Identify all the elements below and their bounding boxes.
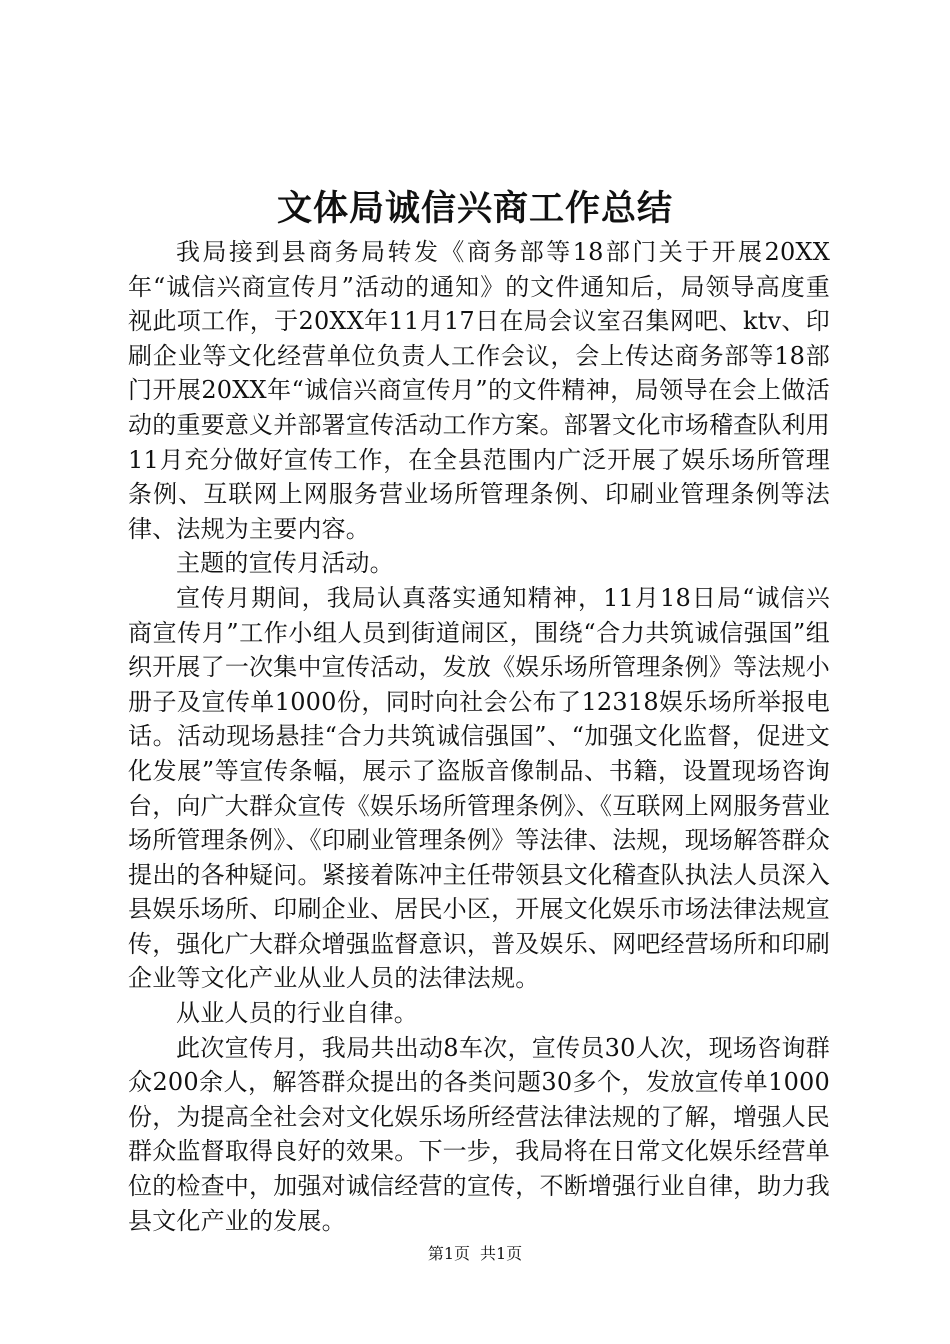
- paragraph: 我局接到县商务局转发《商务部等18部门关于开展20XX年“诚信兴商宣传月”活动的通知》的文件通知后，局领导高度重视此项工作，于20XX年11月17日在局会议室召集网吧、ktv、印刷企业等文化经营单位负责人工作会议，会上传达商务部等18部门开展20XX年“诚信兴商宣传月”的文件精神，局领导在会上做活动的重要意义并部署宣传活动工作方案。部署文化市场稽查队利用11月充分做好宣传工作，在全县范围内广泛开展了娱乐场所管理条例、互联网上网服务营业场所管理条例、印刷业管理条例等法律、法规为主要内容。: [128, 238, 830, 543]
- paragraph: 从业人员的行业自律。: [176, 999, 418, 1028]
- page-number: 第1页: [427, 1244, 470, 1263]
- page-total: 共1页: [480, 1244, 523, 1263]
- document-title: 文体局诚信兴商工作总结: [276, 188, 673, 229]
- document-body: [128, 235, 830, 1238]
- paragraph: 此次宣传月，我局共出动8车次，宣传员30人次，现场咨询群众200余人，解答群众提出的各类问题30多个，发放宣传单1000份，为提高全社会对文化娱乐场所经营法律法规的了解，增强人民群众监督取得良好的效果。下一步，我局将在日常文化娱乐经营单位的检查中，加强对诚信经营的宣传，不断增强行业自律，助力我县文化产业的发展。: [128, 1033, 830, 1235]
- paragraph: 主题的宣传月活动。: [176, 549, 394, 578]
- paragraph: 宣传月期间，我局认真落实通知精神，11月18日局“诚信兴商宣传月”工作小组人员到街道闹区，围绕“合力共筑诚信强国”组织开展了一次集中宣传活动，发放《娱乐场所管理条例》等法规小册子及宣传单1000份，同时向社会公布了12318娱乐场所举报电话。活动现场悬挂“合力共筑诚信强国”、“加强文化监督，促进文化发展”等宣传条幅，展示了盗版音像制品、书籍，设置现场咨询台，向广大群众宣传《娱乐场所管理条例》、《互联网上网服务营业场所管理条例》、《印刷业管理条例》等法律、法规，现场解答群众提出的各种疑问。紧接着陈冲主任带领县文化稽查队执法人员深入县娱乐场所、印刷企业、居民小区，开展文化娱乐市场法律法规宣传，强化广大群众增强监督意识，普及娱乐、网吧经营场所和印刷企业等文化产业从业人员的法律法规。: [128, 583, 830, 993]
- page-footer: [0, 1242, 950, 1266]
